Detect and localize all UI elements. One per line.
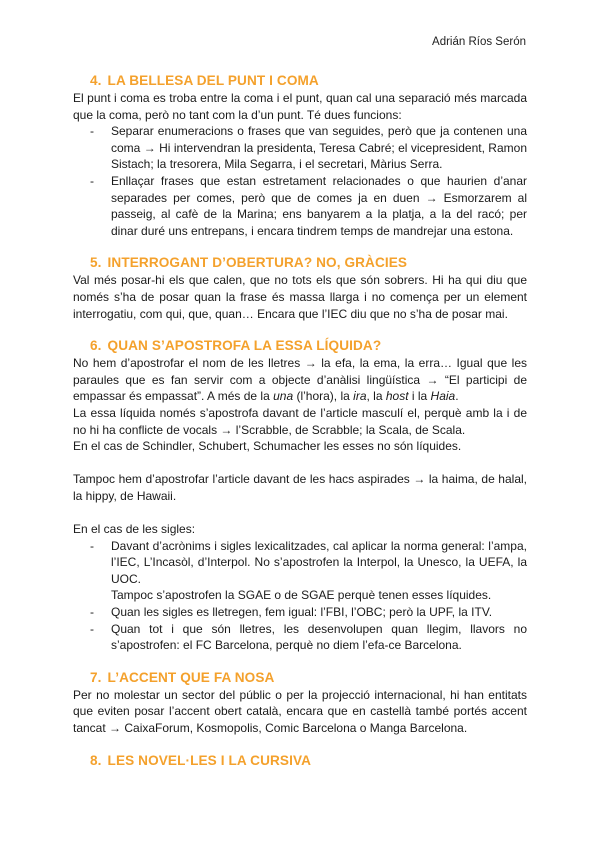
section-5-body: Val més posar-hi els que calen, que no tots els que són sobrers. Hi ha qui diu que només s’ha de posar quan la frase és massa llarga i no comença per un element interrogatiu, com qui, que, quan… Encara que l’IEC diu que no s’ha de posar mai. (73, 273, 527, 321)
list-item: - Enllaçar frases que estan estretament relacionades o que haurien d’anar separades per comes, però que de comes ja en duen → Esmorzarem al passeig, al cafè de la Marina; ens banyarem a la platja, a la del racó; per dinar duré uns entrepans, i encara tindrem temps de mandrejar una estona. (73, 173, 527, 239)
section-6-list (73, 538, 527, 588)
section-title: LA BELLESA DEL PUNT I COMA (107, 73, 319, 88)
section-4-list (73, 123, 527, 239)
italic-word: ira (353, 389, 367, 404)
document-body (73, 72, 527, 770)
section-6-heading (73, 337, 527, 355)
italic-word: Haia (430, 389, 456, 404)
italic-word: host (385, 389, 409, 404)
text-run: (l’hora), la (293, 389, 354, 404)
list-item: - Davant d’acrònims i sigles lexicalitzades, cal aplicar la norma general: l’ampa, l’IEC, L’Incasòl, d’Interpol. No s’apostrofen la Interpol, la Unesco, la UEFA, la UOC. (73, 538, 527, 588)
section-7-heading (73, 669, 527, 687)
list-item: - Quan tot i que són lletres, les desenvolupen quan llegim, llavors no s’apostrofen: el FC Barcelona, perquè no diem l’efa-ce Barcelona. (73, 621, 527, 654)
section-title: INTERROGANT D’OBERTURA? NO, GRÀCIES (107, 255, 408, 271)
section-number: 6. (90, 338, 102, 354)
section-6-paragraph-2: La essa líquida només s’apostrofa davant de l’article masculí el, perquè amb la i de no hi ha conflicte de vocals → l’Scrabble, de Scrabble; la Scala, de Scala. (73, 405, 527, 437)
section-title: LES NOVEL·LES I LA CURSIVA (107, 752, 312, 768)
section-6-paragraph-3: En el cas de Schindler, Schubert, Schumacher les esses no són líquides. (73, 439, 462, 454)
list-item: - Quan les sigles es lletregen, fem igual: l’FBI, l’OBC; però la UPF, la ITV. (73, 604, 527, 621)
section-number: 8. (90, 752, 102, 768)
section-6-paragraph-5: En el cas de les sigles: (73, 522, 196, 537)
section-4-intro: El punt i coma es troba entre la coma i el punt, quan cal una separació més marcada que la coma, però no tant com la d’un punt. Té dues funcions: (73, 91, 527, 122)
section-7-body: Per no molestar un sector del públic o per la projecció internacional, hi han entitats que eviten posar l’accent obert català, encara que en castellà també portés accent tancat → CaixaForum, Kosmopolis, Comic Barcelona o Manga Barcelona. (73, 687, 527, 735)
list-item: - Separar enumeracions o frases que van seguides, però que ja contenen una coma → Hi intervendran la presidenta, Teresa Cabré; el vicepresident, Ramon Sistach; la tresorera, Mila Segarra, i el secretari, Màrius Serra. (73, 123, 527, 173)
section-4-heading (73, 72, 527, 90)
section-8-heading (73, 752, 527, 770)
section-6-paragraph-4: Tampoc hem d’apostrofar l’article davant de les hacs aspirades → la haima, de halal, la hippy, de Hawaii. (73, 472, 527, 503)
text-run: . (455, 389, 459, 404)
section-number: 7. (90, 669, 102, 685)
section-5-heading (73, 254, 527, 272)
list-sub-note: Tampoc s’apostrofen la SGAE o de SGAE perquè tenen esses líquides. (111, 588, 492, 603)
author-name: Adrián Ríos Serón (432, 36, 526, 48)
text-run: , la (366, 389, 386, 404)
section-6-list-continued (73, 604, 527, 654)
section-6-paragraph-1 (73, 355, 527, 405)
section-number: 4. (90, 73, 102, 88)
text-run: i la (408, 389, 431, 404)
text-run: No hem d’apostrofar el nom de les lletres → la efa, la ema, la erra… Igual que les paraules que es fan servir com a objecte d’anàlisi lingüística → “El participi de empassar és empassat”. A més de la (73, 356, 527, 404)
italic-word: una (273, 389, 294, 404)
section-title: QUAN S’APOSTROFA LA ESSA LÍQUIDA? (107, 338, 382, 354)
section-title: L’ACCENT QUE FA NOSA (107, 669, 275, 685)
section-number: 5. (90, 255, 102, 271)
